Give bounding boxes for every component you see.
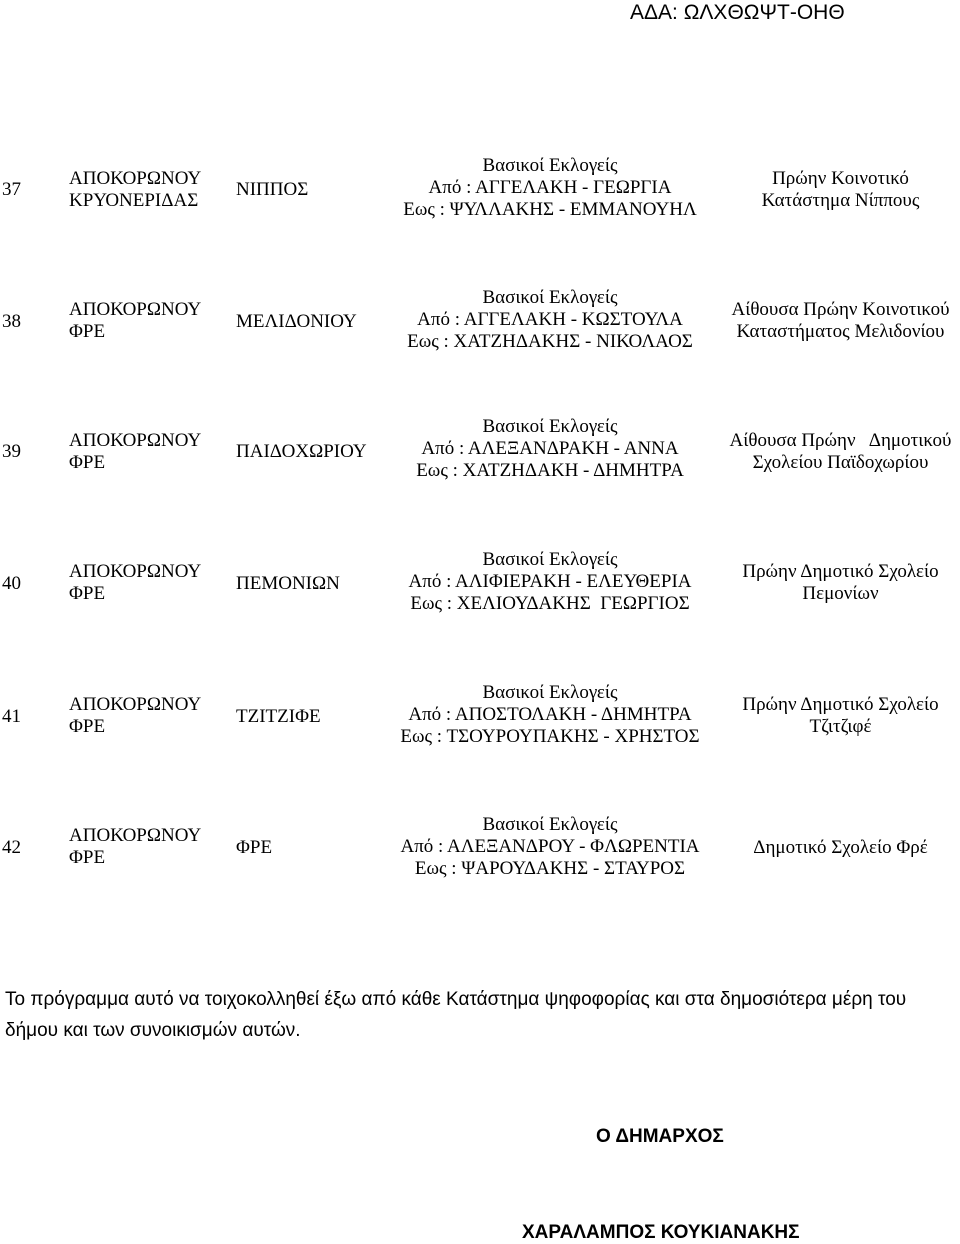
election-label: Βασικοί Εκλογείς (482, 682, 618, 703)
voters-range (380, 155, 720, 221)
municipality-line: ΦΡΕ (69, 716, 106, 737)
municipality-line: ΑΠΟΚΟΡΩΝΟΥ (69, 694, 202, 715)
municipality (69, 168, 201, 212)
voters-range (380, 682, 720, 748)
row-number: 37 (2, 179, 21, 200)
row-number: 39 (2, 441, 21, 462)
polling-location (718, 299, 960, 343)
section-name: ΜΕΛΙΔΟΝΙΟΥ (236, 311, 357, 332)
from-label: Από : ΑΓΓΕΛΑΚΗ - ΚΩΣΤΟΥΛΑ (417, 309, 683, 330)
location-line: Τζιτζιφέ (809, 716, 872, 737)
polling-location (718, 837, 960, 859)
to-label: Εως : ΤΣΟΥΡΟΥΠΑΚΗΣ - ΧΡΗΣΤΟΣ (400, 726, 700, 747)
location-line: Πρώην Δημοτικό Σχολείο (742, 561, 939, 582)
to-label: Εως : ΧΕΛΙΟΥΔΑΚΗΣ ΓΕΩΡΓΙΟΣ (410, 593, 690, 614)
location-line: Πεμονίων (802, 583, 879, 604)
polling-location (718, 694, 960, 738)
municipality-line: ΑΠΟΚΟΡΩΝΟΥ (69, 825, 202, 846)
row-number: 38 (2, 311, 21, 332)
table-row (0, 682, 960, 772)
location-line: Αίθουσα Πρώην Δημοτικού (729, 430, 952, 451)
ada-code: ΑΔΑ: ΩΛΧΘΩΨΤ-ΟΗΘ (630, 1, 845, 24)
row-number: 42 (2, 837, 21, 858)
from-label: Από : ΑΓΓΕΛΑΚΗ - ΓΕΩΡΓΙΑ (428, 177, 672, 198)
to-label: Εως : ΨΑΡΟΥΔΑΚΗΣ - ΣΤΑΥΡΟΣ (414, 858, 686, 879)
election-label: Βασικοί Εκλογείς (482, 287, 618, 308)
election-label: Βασικοί Εκλογείς (482, 814, 618, 835)
election-label: Βασικοί Εκλογείς (482, 416, 618, 437)
voters-range (380, 549, 720, 615)
table-row (0, 287, 960, 377)
municipality-line: ΦΡΕ (69, 452, 106, 473)
polling-location (718, 168, 960, 212)
municipality-line: ΦΡΕ (69, 847, 106, 868)
section-name: ΦΡΕ (236, 837, 273, 858)
location-line: Αίθουσα Πρώην Κοινοτικού (731, 299, 950, 320)
municipality-line: ΑΠΟΚΟΡΩΝΟΥ (69, 168, 202, 189)
from-label: Από : ΑΠΟΣΤΟΛΑΚΗ - ΔΗΜΗΤΡΑ (408, 704, 692, 725)
voters-range (380, 416, 720, 482)
municipality-line: ΦΡΕ (69, 321, 106, 342)
municipality-line: ΚΡΥΟΝΕΡΙΔΑΣ (69, 190, 199, 211)
municipality-line: ΑΠΟΚΟΡΩΝΟΥ (69, 561, 202, 582)
section-name: ΠΕΜΟΝΙΩΝ (236, 573, 340, 594)
section-name: ΤΖΙΤΖΙΦΕ (236, 706, 321, 727)
location-line: Πρώην Δημοτικό Σχολείο (742, 694, 939, 715)
municipality (69, 561, 201, 605)
to-label: Εως : ΧΑΤΖΗΔΑΚΗ - ΔΗΜΗΤΡΑ (416, 460, 684, 481)
row-number: 40 (2, 573, 21, 594)
polling-location (718, 561, 960, 605)
posting-instruction: Το πρόγραμμα αυτό να τοιχοκολληθεί έξω από κάθε Κατάστημα ψηφοφορίας και στα δημοσιότερα μέρη του δήμου και των συνοικισμών αυτών. (5, 989, 907, 1041)
mayor-name: ΧΑΡΑΛΑΜΠΟΣ ΚΟΥΚΙΑΝΑΚΗΣ (522, 1222, 800, 1243)
municipality (69, 299, 201, 343)
location-line: Σχολείου Παϊδοχωρίου (752, 452, 929, 473)
voters-range (380, 814, 720, 880)
section-name: ΝΙΠΠΟΣ (236, 179, 309, 200)
municipality-line: ΦΡΕ (69, 583, 106, 604)
location-line: Καταστήματος Μελιδονίου (736, 321, 945, 342)
location-line: Δημοτικό Σχολείο Φρέ (753, 837, 928, 858)
municipality (69, 430, 201, 474)
table-row (0, 416, 960, 506)
table-row (0, 814, 960, 904)
table-row (0, 155, 960, 245)
municipality-line: ΑΠΟΚΟΡΩΝΟΥ (69, 299, 202, 320)
from-label: Από : ΑΛΙΦΙΕΡΑΚΗ - ΕΛΕΥΘΕΡΙΑ (408, 571, 692, 592)
location-line: Πρώην Κοινοτικό (772, 168, 909, 189)
election-label: Βασικοί Εκλογείς (482, 549, 618, 570)
table-row (0, 549, 960, 639)
municipality (69, 825, 201, 869)
polling-location (718, 430, 960, 474)
municipality (69, 694, 201, 738)
mayor-title: Ο ΔΗΜΑΡΧΟΣ (596, 1126, 724, 1147)
voters-range (380, 287, 720, 353)
municipality-line: ΑΠΟΚΟΡΩΝΟΥ (69, 430, 202, 451)
section-name: ΠΑΙΔΟΧΩΡΙΟΥ (236, 441, 367, 462)
row-number: 41 (2, 706, 21, 727)
location-line: Κατάστημα Νίππους (761, 190, 920, 211)
to-label: Εως : ΧΑΤΖΗΔΑΚΗΣ - ΝΙΚΟΛΑΟΣ (407, 331, 693, 352)
to-label: Εως : ΨΥΛΛΑΚΗΣ - ΕΜΜΑΝΟΥΗΛ (403, 199, 697, 220)
from-label: Από : ΑΛΕΞΑΝΔΡΟΥ - ΦΛΩΡΕΝΤΙΑ (400, 836, 700, 857)
election-label: Βασικοί Εκλογείς (482, 155, 618, 176)
from-label: Από : ΑΛΕΞΑΝΔΡΑΚΗ - ΑΝΝΑ (421, 438, 679, 459)
